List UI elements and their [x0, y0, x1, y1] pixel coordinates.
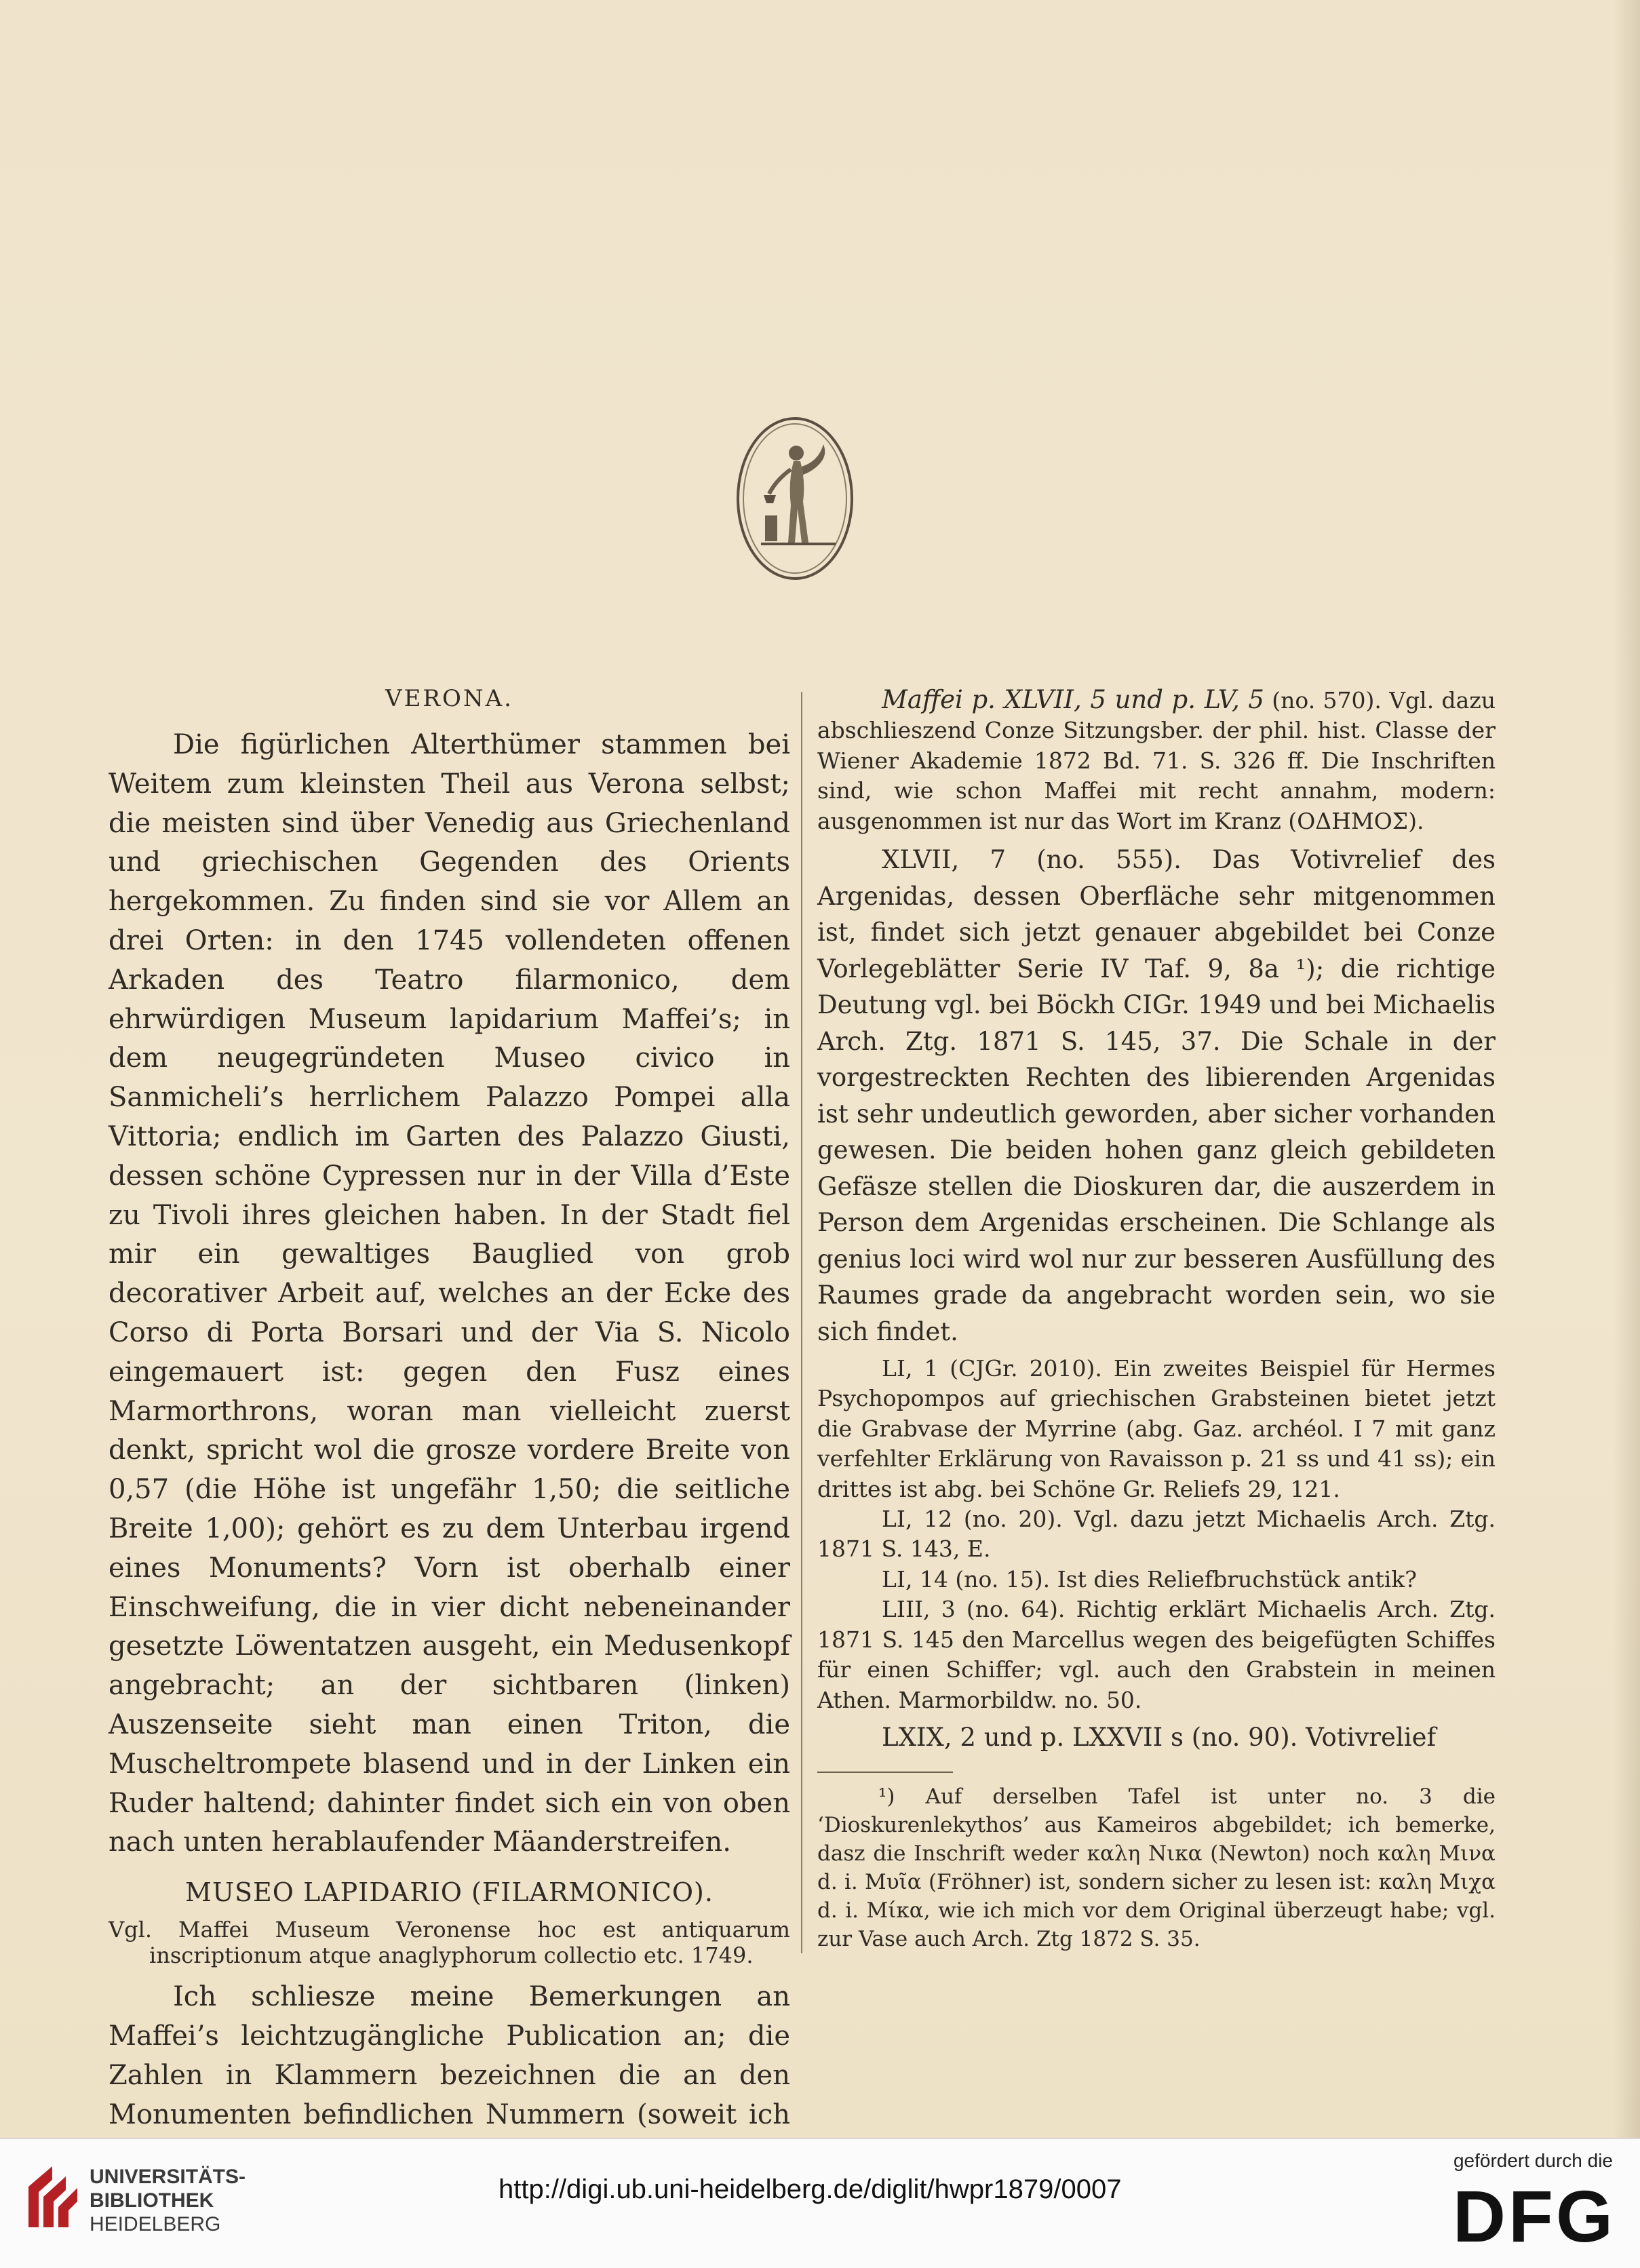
intro-paragraph: Die figürlichen Alterthümer stammen bei Weitem zum kleinsten Theil aus Verona selbst; die meisten sind über Venedig aus Griechenland und griechischen Gegenden des Orients hergekommen. Zu finden sind sie vor Allem an drei Orten: in den 1745 vollendeten offenen Arkaden des Teatro filarmonico, dem ehrwürdigen Museum lapidarium Maffei’s; in dem neugegründeten Museo civico in Sanmicheli’s herrlichem Palazzo Pompei alla Vittoria; endlich im Garten des Palazzo Giusti, dessen schöne Cypressen nur in der Villa d’Este zu Tivoli ihres gleichen haben. In der Stadt fiel mir ein gewaltiges Bauglied von grob decorativer Arbeit auf, welches an der Ecke des Corso di Porta Borsari und der Via S. Nicolo eingemauert ist: gegen den Fusz eines Marmorthrons, woran man vielleicht zuerst denkt, spricht wol die grosze vordere Breite von 0,57 (die Höhe ist ungefähr 1,50; die seitliche Breite 1,00); gehört es zu dem Unterbau irgend eines Monuments? Vorn ist oberhalb einer Einschweifung, die in vier dicht nebeneinander gesetzte Löwentatzen ausgeht, ein Medusenkopf angebracht; an der sichtbaren (linken) Auszenseite sieht man einen Triton, die Muscheltrompete blasend und in der Linken ein Ruder haltend; dahinter findet sich ein von oben nach unten herablaufender Mäanderstreifen.: [109, 729, 790, 1858]
library-name-line-2: BIBLIOTHEK: [90, 2189, 214, 2212]
entry-xlvii-7: XLVII, 7 (no. 555). Das Votivrelief des Argenidas, dessen Oberfläche sehr mitgenommen ist, findet sich jetzt genauer abgebildet bei Conze Vorlegeblätter Serie IV Taf. 9, 8a ¹); die richtige Deutung vgl. bei Böckh CIGr. 1949 und bei Michaelis Arch. Ztg. 1871 S. 145, 37. Die Schale in der vorgestreckten Rechten des libierenden Argenidas ist sehr undeutlich geworden, aber sicher vorhanden gewesen. Die beiden hohen ganz gleich gebildeten Gefäsze stellen die Dioskuren dar, die auszerdem in Person dem Argenidas erscheinen. Die Schlange als genius loci wird wol nur zur besseren Ausfüllung des Raumes grade da angebracht worden sein, wo sie sich findet.: [817, 845, 1496, 1346]
reference-note: Vgl. Maffei Museum Veronense hoc est antiquarum inscriptionum atque anaglyphorum collectio etc. 1749.: [109, 1917, 790, 1969]
library-name-line-1: UNIVERSITÄTS-: [90, 2166, 246, 2188]
entry-text: (no. 570). Vgl. dazu abschlieszend Conze Sitzungsber. der phil. hist. Classe der Wiener Akademie 1872 Bd. 71. S. 326 ff. Die Inschriften sind, wie schon Maffei mit recht annahm, modern: ausgenommen ist nur das Wort im Kranz (ΟΔΗΜΟΣ).: [817, 687, 1496, 834]
page-edge-shadow: [1613, 0, 1640, 2138]
sponsor-label: gefördert durch die: [1453, 2150, 1613, 2171]
footnote: ¹) Auf derselben Tafel ist unter no. 3 die ‘Dioskurenlekythos’ aus Kameiros abgebildet; ich bemerke, dasz die Inschrift weder καλη Νικα (Newton) noch καλη Μινα d. i. Μυῖα (Fröhner) ist, sondern sicher zu lesen ist: καλη Μιχα d. i. Μίκα, wie ich mich vor dem Original überzeugt habe; vgl. zur Vase auch Arch. Ztg 1872 S. 35.: [817, 1784, 1496, 1952]
library-name[interactable]: [90, 2165, 246, 2236]
method-paragraph: Ich schliesze meine Bemerkungen an Maffei’s leichtzugängliche Publication an; die Zahlen in Klammern bezeichnen die an den Monumenten befindlichen Nummern (soweit ich: [109, 1981, 790, 2130]
dfg-logo[interactable]: DFG: [1453, 2175, 1616, 2257]
viewer-footer-bar: [0, 2138, 1640, 2268]
right-column: [817, 685, 1496, 1953]
entry-li-1: LI, 1 (CJGr. 2010). Ein zweites Beispiel für Hermes Psychopompos auf griechischen Grabsteinen bietet jetzt die Grabvase der Myrrine (abg. Gaz. archéol. I 7 mit ganz verfehlter Erklärung von Ravaisson p. 21 ss und 41 ss); ein drittes ist abg. bei Schöne Gr. Reliefs 29, 121.: [817, 1355, 1496, 1502]
entry-li-14: LI, 14 (no. 15). Ist dies Reliefbruchstück antik?: [882, 1565, 1417, 1592]
permalink-url[interactable]: http://digi.ub.uni-heidelberg.de/diglit/hwpr1879/0007: [499, 2174, 1122, 2204]
entry-liii-3: LIII, 3 (no. 64). Richtig erklärt Michaelis Arch. Ztg. 1871 S. 145 den Marcellus wegen des beigefügten Schiffes für einen Schiffer; vgl. auch den Grabstein in meinen Athen. Marmorbildw. no. 50.: [817, 1596, 1496, 1713]
museum-heading: MUSEO LAPIDARIO (FILARMONICO).: [185, 1877, 714, 1908]
entry-lxix-2: LXIX, 2 und p. LXXVII s (no. 90). Votivrelief: [882, 1722, 1437, 1752]
university-library-logo-icon[interactable]: [15, 2159, 83, 2234]
maffei-citation: Maffei p. XLVII, 5 und p. LV, 5: [882, 685, 1264, 714]
entry-maffei-xlvii-5: [817, 685, 1496, 836]
library-name-line-3: HEIDELBERG: [90, 2213, 221, 2235]
left-column: [109, 685, 790, 2174]
column-divider: [801, 692, 802, 1953]
gem-vignette-illustration: [734, 414, 856, 583]
section-title: VERONA.: [385, 685, 513, 712]
entry-li-12: LI, 12 (no. 20). Vgl. dazu jetzt Michaelis Arch. Ztg. 1871 S. 143, E.: [817, 1506, 1496, 1563]
footnote-rule: [817, 1772, 953, 1773]
